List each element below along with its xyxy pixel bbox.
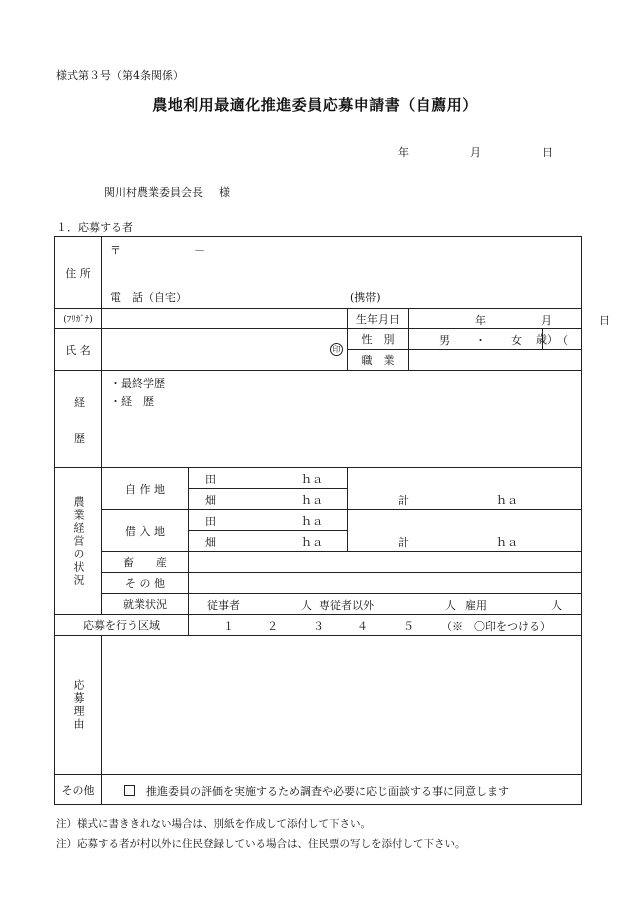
owned-rice-unit: ｈａ	[301, 473, 323, 486]
date-month: 月	[470, 146, 481, 159]
birth-year: 年	[475, 314, 486, 327]
region-note: （※ 〇印をつける）	[441, 620, 551, 633]
leased-total-unit: ｈａ	[496, 536, 518, 549]
birth-day: 日	[599, 314, 610, 327]
history-label	[55, 371, 102, 468]
furigana-field[interactable]	[102, 309, 348, 329]
form-id: 様式第３号（第4条関係）	[56, 69, 184, 82]
addressee	[104, 184, 230, 200]
region-label: 応募を行う区域	[55, 615, 189, 636]
livestock-label: 畜 産	[102, 552, 189, 573]
phone-home-label: 電 話（自宅）	[110, 291, 187, 304]
date-day: 日	[542, 146, 553, 159]
note-1: 注）様式に書ききれない場合は、別紙を作成して添付して下さい。	[56, 818, 371, 830]
address-field[interactable]	[102, 237, 582, 309]
region-option-5[interactable]: ５	[403, 620, 414, 633]
history-label-bottom: 歴	[74, 432, 85, 445]
emp-hired-label: 雇用	[465, 599, 487, 612]
employment-field[interactable]	[189, 594, 582, 615]
occupation-field[interactable]	[409, 350, 582, 371]
owned-upland-field[interactable]	[189, 489, 348, 510]
region-option-4[interactable]: ４	[357, 620, 368, 633]
name-label: 氏 名	[55, 329, 102, 371]
age-open: （	[557, 334, 568, 347]
region-option-3[interactable]: ３	[313, 620, 324, 633]
name-field[interactable]	[102, 329, 348, 371]
leased-total-label: 計	[398, 536, 409, 549]
owned-rice-field[interactable]	[189, 468, 348, 489]
livestock-field[interactable]	[189, 552, 582, 573]
section-heading: １．応募する者	[56, 221, 133, 234]
date-year: 年	[398, 146, 409, 159]
phone-mobile-label: (携帯)	[350, 291, 381, 304]
leased-upland-label: 畑	[205, 536, 216, 549]
owned-upland-unit: ｈａ	[301, 494, 323, 507]
birth-month: 月	[541, 314, 552, 327]
consent-row	[102, 775, 582, 805]
postal-dash: －	[194, 244, 205, 257]
gender-label: 性 別	[348, 329, 409, 350]
leased-upland-unit: ｈａ	[301, 536, 323, 549]
furigana-label: (ﾌﾘｶﾞﾅ)	[55, 309, 102, 329]
farm-other-field[interactable]	[189, 573, 582, 594]
owned-land-label: 自 作 地	[102, 468, 189, 510]
farm-status-label: 農業経営の状況	[55, 468, 102, 615]
owned-total-unit: ｈａ	[496, 494, 518, 507]
leased-land-label: 借 入 地	[102, 510, 189, 552]
birth-label: 生年月日	[348, 309, 409, 329]
owned-upland-label: 畑	[205, 494, 216, 507]
emp-full-unit: 人	[301, 599, 312, 612]
owned-rice-label: 田	[205, 473, 216, 486]
owned-total-label: 計	[398, 494, 409, 507]
age-close: 歳）	[536, 333, 558, 346]
consent-text: 推進委員の評価を実施するため調査や必要に応じ面談する事に同意します	[146, 785, 509, 798]
page-title: 農地利用最適化推進委員応募申請書（自薦用）	[152, 96, 478, 114]
region-options	[189, 615, 582, 636]
addressee-name: 関川村農業委員会長	[104, 186, 203, 199]
birth-field[interactable]	[409, 309, 610, 329]
postal-mark: 〒	[110, 244, 121, 257]
history-education: ・最終学歴	[110, 377, 165, 390]
region-option-2[interactable]: ２	[267, 620, 278, 633]
emp-hired-unit: 人	[551, 599, 562, 612]
history-field[interactable]	[102, 371, 582, 468]
address-label: 住 所	[55, 237, 102, 309]
emp-full-label: 従事者	[207, 599, 240, 612]
leased-rice-label: 田	[205, 515, 216, 528]
reason-field[interactable]	[102, 636, 582, 775]
gender-field[interactable]	[409, 329, 543, 350]
occupation-label: 職 業	[348, 350, 409, 371]
addressee-suffix: 様	[219, 186, 230, 199]
owned-total-field[interactable]	[348, 468, 582, 510]
application-form-table	[54, 236, 610, 805]
gender-male[interactable]: 男	[439, 334, 450, 347]
history-label-top: 経	[74, 396, 85, 409]
consent-checkbox[interactable]	[124, 785, 135, 796]
region-option-1[interactable]: １	[223, 620, 234, 633]
leased-rice-unit: ｈａ	[301, 515, 323, 528]
history-career: ・経 歴	[110, 395, 154, 408]
leased-total-field[interactable]	[348, 510, 582, 552]
reason-label: 応募理由	[55, 636, 102, 775]
seal-icon: 印	[330, 343, 343, 356]
other-label: その他	[55, 775, 102, 805]
note-2: 注）応募する者が村以外に住民登録している場合は、住民票の写しを添付して下さい。	[56, 838, 466, 850]
gender-female[interactable]: 女	[511, 334, 522, 347]
gender-dot: ・	[475, 334, 486, 347]
employment-label: 就業状況	[102, 594, 189, 615]
leased-upland-field[interactable]	[189, 531, 348, 552]
emp-other-label: 専従者以外	[319, 599, 374, 612]
emp-other-unit: 人	[445, 599, 456, 612]
leased-rice-field[interactable]	[189, 510, 348, 531]
farm-other-label: そ の 他	[102, 573, 189, 594]
